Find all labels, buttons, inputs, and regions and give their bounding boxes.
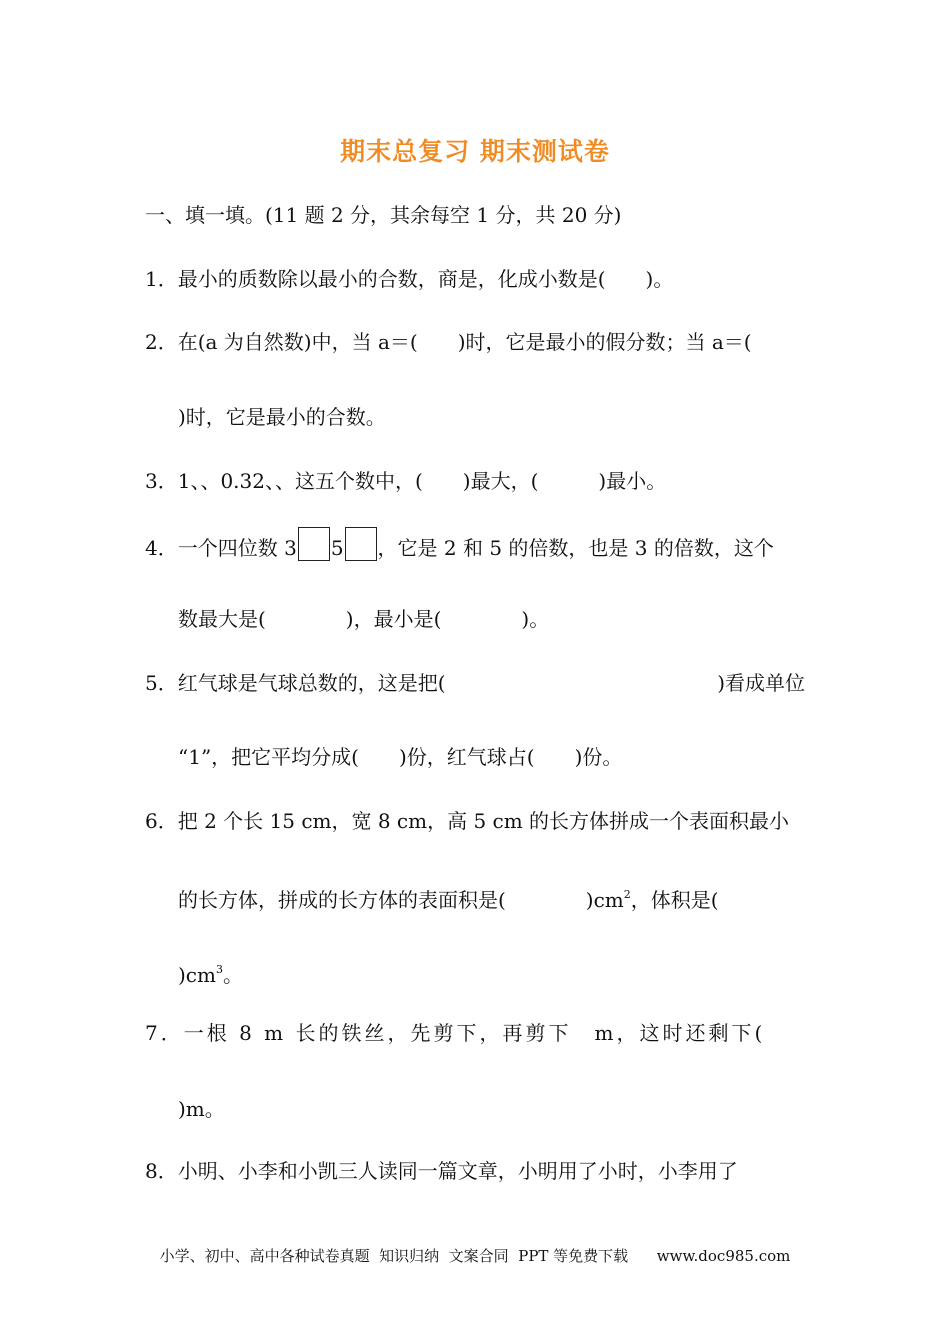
- q6c-text-post: 。: [222, 963, 243, 987]
- question-2-line-2: )时，它是最小的合数。: [178, 405, 386, 429]
- question-7-line-1: 7．一根 8 m 长的铁丝，先剪下，再剪下 m，这时还剩下(: [145, 1021, 766, 1045]
- q4-text-post: ，它是 2 和 5 的倍数，也是 3 的倍数，这个: [377, 536, 774, 560]
- page-title: 期末总复习 期末测试卷: [340, 137, 610, 166]
- q6c-text-pre: )cm: [178, 963, 216, 987]
- question-5-line-2: “1”，把它平均分成( )份，红气球占( )份。: [178, 745, 623, 769]
- question-4-line-1: [145, 527, 774, 563]
- q5-text-right: )看成单位: [717, 671, 805, 695]
- question-5-line-1: [145, 668, 805, 698]
- q6-superscript-3: 3: [215, 963, 223, 976]
- q4-text-pre: 4．一个四位数 3: [145, 536, 297, 560]
- question-8-line-1: 8．小明、小李和小凯三人读同一篇文章，小明用了小时，小李用了: [145, 1159, 738, 1183]
- question-4-line-2: 数最大是( )，最小是( )。: [178, 607, 550, 631]
- question-1: 1．最小的质数除以最小的合数，商是，化成小数是( )。: [145, 267, 674, 291]
- question-6-line-1: 6．把 2 个长 15 cm，宽 8 cm，高 5 cm 的长方体拼成一个表面积最小: [145, 809, 790, 833]
- q6-text-post: ，体积是(: [630, 888, 719, 912]
- question-2-line-1: 2．在(a 为自然数)中，当 a＝( )时，它是最小的假分数；当 a＝(: [145, 330, 752, 354]
- page-footer: 小学、初中、高中各种试卷真题 知识归纳 文案合同 PPT 等免费下载 www.doc985.com: [159, 1247, 791, 1265]
- question-6-line-2: [178, 880, 719, 915]
- q5-text-left: 5．红气球是气球总数的，这是把(: [145, 671, 446, 695]
- section-heading: 一、填一填。(11 题 2 分，其余每空 1 分，共 20 分): [145, 203, 622, 227]
- digit-box-1: [298, 527, 330, 561]
- digit-box-2: [345, 527, 377, 561]
- question-7-line-2: )m。: [178, 1097, 225, 1121]
- q4-text-mid: 5: [330, 536, 344, 560]
- question-6-line-3: [178, 955, 243, 990]
- q6-text-pre: 的长方体，拼成的长方体的表面积是( )cm: [178, 888, 624, 912]
- q6-superscript-2: 2: [623, 888, 631, 901]
- question-3: 3．1、、0.32、、这五个数中，( )最大，( )最小。: [145, 469, 667, 493]
